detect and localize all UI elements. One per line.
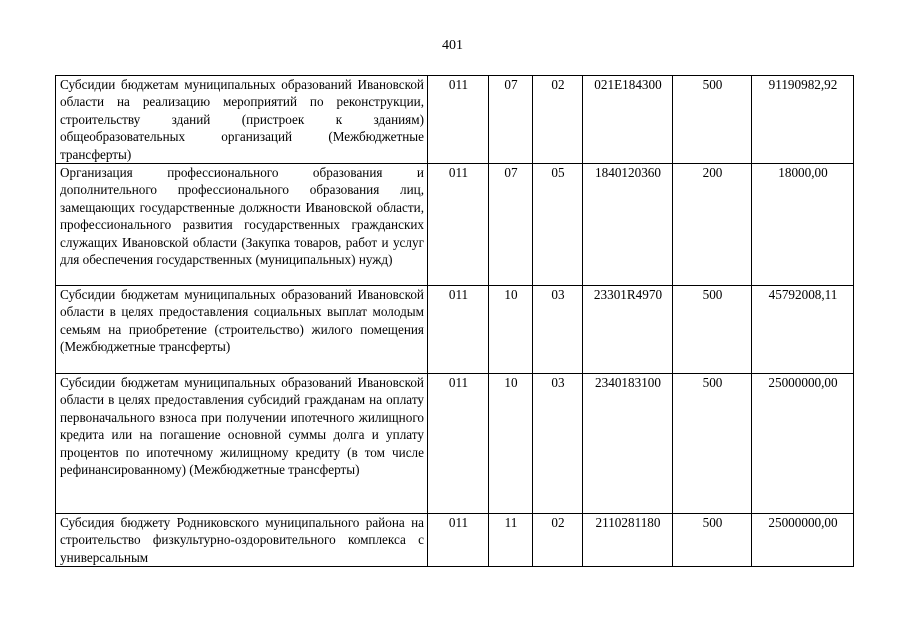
row-description: Организация профессионального образования и дополнительного профессионального образования лиц, замещающих государственные должности Ивановской области, профессионального развития государственных гражданских служащих Ивановской области (Закупка товаров, работ и услуг для обеспечения государственных (муниципальных) нужд) [56, 164, 428, 286]
target-article-code: 1840120360 [583, 164, 673, 286]
section-code: 10 [489, 374, 533, 514]
row-description: Субсидия бюджету Родниковского муниципального района на строительство физкультурно-оздоровительного комплекса с универсальным [56, 514, 428, 567]
expense-type-code: 200 [673, 164, 752, 286]
page-number: 401 [442, 38, 463, 53]
budget-table [55, 75, 854, 567]
amount: 25000000,00 [752, 374, 854, 514]
ministry-code: 011 [428, 76, 489, 164]
table-row [56, 76, 854, 164]
target-article-code: 021Е184300 [583, 76, 673, 164]
row-description: Субсидии бюджетам муниципальных образований Ивановской области в целях предоставления субсидий гражданам на оплату первоначального взноса при получении ипотечного жилищного кредита или на погашение основной суммы долга и уплату процентов по ипотечному жилищному кредиту (в том числе рефинансированному) (Межбюджетные трансферты) [56, 374, 428, 514]
amount: 18000,00 [752, 164, 854, 286]
table-row [56, 374, 854, 514]
ministry-code: 011 [428, 286, 489, 374]
row-description: Субсидии бюджетам муниципальных образований Ивановской области в целях предоставления социальных выплат молодым семьям на приобретение (строительство) жилого помещения (Межбюджетные трансферты) [56, 286, 428, 374]
subsection-code: 05 [533, 164, 583, 286]
expense-type-code: 500 [673, 514, 752, 567]
amount: 45792008,11 [752, 286, 854, 374]
subsection-code: 02 [533, 514, 583, 567]
amount: 25000000,00 [752, 514, 854, 567]
row-description: Субсидии бюджетам муниципальных образований Ивановской области на реализацию мероприятий по реконструкции, строительству зданий (пристроек к зданиям) общеобразовательных организаций (Межбюджетные трансферты) [56, 76, 428, 164]
ministry-code: 011 [428, 514, 489, 567]
section-code: 07 [489, 76, 533, 164]
table-row [56, 286, 854, 374]
subsection-code: 02 [533, 76, 583, 164]
target-article-code: 23301R4970 [583, 286, 673, 374]
section-code: 10 [489, 286, 533, 374]
target-article-code: 2340183100 [583, 374, 673, 514]
expense-type-code: 500 [673, 76, 752, 164]
expense-type-code: 500 [673, 374, 752, 514]
ministry-code: 011 [428, 374, 489, 514]
subsection-code: 03 [533, 374, 583, 514]
amount: 91190982,92 [752, 76, 854, 164]
target-article-code: 2110281180 [583, 514, 673, 567]
expense-type-code: 500 [673, 286, 752, 374]
ministry-code: 011 [428, 164, 489, 286]
section-code: 07 [489, 164, 533, 286]
table-row [56, 514, 854, 567]
subsection-code: 03 [533, 286, 583, 374]
table-row [56, 164, 854, 286]
section-code: 11 [489, 514, 533, 567]
